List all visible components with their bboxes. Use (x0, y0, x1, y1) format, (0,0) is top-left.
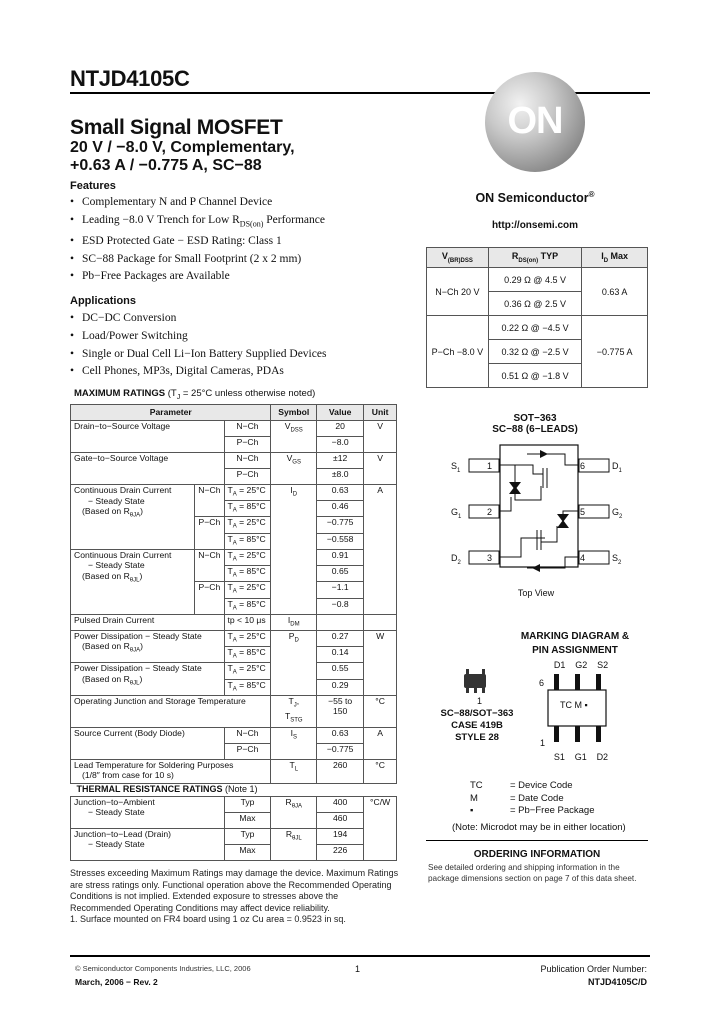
part-number: NTJD4105C (70, 66, 190, 91)
package-icon (460, 668, 492, 696)
bottom-pin-labels: S1 G1 D2 (553, 752, 609, 762)
table-row: P−Ch −0.775 (71, 743, 397, 759)
features-heading: Features (70, 180, 116, 192)
table-row: Junction−to−Ambient − Steady State Typ $R_{\theta JA}$ 400 °C/W (71, 796, 397, 812)
table-row: Continuous Drain Current − Steady State (Based on $R_{\theta JL}$) N−Ch $T_A = 25^\circ C$ 0.91 (71, 549, 397, 565)
pin-number: 5 (580, 507, 586, 517)
package-outline (500, 445, 578, 567)
table-row: 0.51 Ω @ −1.8 V (427, 364, 648, 388)
table-row: Junction−to−Lead (Drain) − Steady State Typ $R_{\theta JL}$ 194 (71, 828, 397, 844)
pin-number: 3 (487, 553, 493, 563)
list-item: • Complementary N and P Channel Device (70, 194, 325, 212)
revision-date: March, 2006 − Rev. 2 (75, 977, 158, 987)
table-row: $T_A = 85^\circ C$ −0.558 (71, 533, 397, 549)
table-row: Lead Temperature for Soldering Purposes (1/8″ from case for 10 s) $T_L$ 260 °C (71, 759, 397, 783)
ordering-heading: ORDERING INFORMATION (473, 849, 601, 860)
subtitle (70, 139, 295, 175)
list-item: • Load/Power Switching (70, 328, 326, 346)
max-ratings-heading: MAXIMUM RATINGS ($T_J = 25^\circ C$ unless otherwise noted) (74, 388, 316, 401)
mosfet-symbols (500, 454, 579, 568)
marking-title: MARKING DIAGRAM & PIN ASSIGNMENT (520, 631, 630, 656)
col-header-id: $I_D$ Max (582, 248, 648, 268)
applications-list (70, 310, 326, 381)
table-row: Gate−to−Source Voltage N−Ch $V_{GS}$ ±12 V (71, 453, 397, 469)
marking-legend: TC = Device Code M = Date Code ▪ = Pb−Free Package (470, 780, 595, 816)
list-item: • Pb−Free Packages are Available (70, 268, 325, 286)
subtitle-line-2: +0.63 A / −0.775 A, SC−88 (70, 157, 262, 174)
pin-number: 6 (580, 461, 586, 471)
ordering-text: See detailed ordering and shipping information in the package dimensions section on page 7 of this data sheet. (428, 863, 637, 883)
table-row: 0.32 Ω @ −2.5 V (427, 340, 648, 364)
pin1-side-label: 1 (540, 738, 546, 748)
max-ratings-table (70, 404, 397, 861)
list-item: • Leading −8.0 V Trench for Low $R_{DS(on)}$ Performance (70, 212, 325, 233)
pin-label-s2: $S_2$ (612, 553, 622, 566)
page-number: 1 (355, 964, 361, 974)
footnote: Stresses exceeding Maximum Ratings may damage the device. Maximum Ratings are stress ratings only. Functional operation above the Recommended Operating Conditions is not implied. Extended exposure to stresses above the Recommended Operating Conditions may affect device reliability. 1. Surface mounted on FR4 board using 1 oz Cu area = 0.9523 in sq. (70, 868, 399, 924)
brand-url[interactable]: http://onsemi.com (491, 220, 579, 231)
table-row: $T_A = 85^\circ C$ 0.29 (71, 679, 397, 695)
table-row: P−Ch $T_A = 25^\circ C$ −1.1 (71, 582, 397, 598)
package-name: SC−88/SOT−363 CASE 419B STYLE 28 (440, 708, 514, 743)
chip-marking: TC M ▪ (560, 700, 588, 710)
diode-icons (509, 450, 569, 572)
col-header-vbrdss: $V_{(BR)DSS}$ (427, 248, 489, 268)
table-row: Operating Junction and Storage Temperature $T_J$, $T_{STG}$ −55 to 150 °C (71, 695, 397, 727)
brand-name: ON Semiconductor® (475, 190, 595, 206)
table-row: Source Current (Body Diode) N−Ch $I_S$ 0.63 A (71, 727, 397, 743)
table-row: $T_A = 85^\circ C$ 0.46 (71, 501, 397, 517)
marking-note: (Note: Microdot may be in either location) (452, 822, 626, 833)
col-header-value: Value (317, 405, 364, 421)
spec-table (426, 247, 648, 388)
table-row: P−Ch ±8.0 (71, 469, 397, 485)
list-item: • SC−88 Package for Small Footprint (2 x 2 mm) (70, 251, 325, 269)
list-item: • ESD Protected Gate − ESD Rating: Class 1 (70, 233, 325, 251)
pin-label-s1: $S_1$ (451, 461, 461, 474)
table-row: P−Ch −8.0 (71, 437, 397, 453)
pin-label-g1: $G_1$ (451, 507, 462, 520)
pin-number: 4 (580, 553, 586, 563)
schematic-diagram (445, 442, 635, 577)
table-row: Power Dissipation − Steady State (Based on $R_{\theta JA}$) $T_A = 25^\circ C$ $P_D$ 0.27 W (71, 630, 397, 646)
table-row: $T_A = 85^\circ C$ −0.8 (71, 598, 397, 614)
list-item: • DC−DC Conversion (70, 310, 326, 328)
table-row: Pulsed Drain Current tp < 10 μs $I_{DM}$ (71, 614, 397, 630)
copyright: © Semiconductor Components Industries, LLC, 2006 (75, 964, 251, 973)
pin-label-d1: $D_1$ (612, 461, 622, 474)
top-view-caption: Top View (517, 588, 555, 598)
table-row: P−Ch −8.0 V 0.22 Ω @ −4.5 V −0.775 A (427, 316, 648, 340)
list-item: • Single or Dual Cell Li−Ion Battery Supplied Devices (70, 346, 326, 364)
footer-rule (70, 955, 650, 957)
top-pin-labels: D1 G2 S2 (553, 660, 609, 670)
table-row: $T_A = 85^\circ C$ 0.65 (71, 566, 397, 582)
col-header-unit: Unit (364, 405, 397, 421)
table-row: Continuous Drain Current − Steady State (Based on $R_{\theta JA}$) N−Ch $T_A = 25^\circ C$ $I_D$ 0.63 A (71, 485, 397, 501)
table-row: N−Ch 20 V 0.29 Ω @ 4.5 V 0.63 A (427, 268, 648, 292)
pin-number: 2 (487, 507, 493, 517)
features-list (70, 194, 325, 286)
ordering-rule (426, 840, 648, 841)
col-header-rdson: $R_{DS(on)}$ TYP (488, 248, 581, 268)
table-row: Power Dissipation − Steady State (Based on $R_{\theta JL}$) $T_A = 25^\circ C$ 0.55 (71, 663, 397, 679)
publication-label: Publication Order Number: (540, 964, 647, 974)
schematic-title: SOT−363 SC−88 (6−LEADS) (492, 413, 578, 435)
table-row: P−Ch $T_A = 25^\circ C$ −0.775 (71, 517, 397, 533)
pin-number: 1 (487, 461, 493, 471)
publication-number: NTJD4105C/D (587, 977, 647, 987)
table-row: 0.36 Ω @ 2.5 V (427, 292, 648, 316)
pin-label-g2: $G_2$ (612, 507, 623, 520)
list-item: • Cell Phones, MP3s, Digital Cameras, PDAs (70, 363, 326, 381)
package-pin1: 1 (477, 696, 483, 706)
pin-box (469, 551, 499, 564)
table-row: Drain−to−Source Voltage N−Ch $V_{DSS}$ 20 V (71, 421, 397, 437)
table-row: $T_A = 85^\circ C$ 0.14 (71, 647, 397, 663)
table-row: Max 460 (71, 812, 397, 828)
subtitle-line-1: 20 V / −8.0 V, Complementary, (70, 139, 295, 156)
pin-label-d2: $D_2$ (451, 553, 461, 566)
col-header-parameter: Parameter (71, 405, 271, 421)
pin6-label: 6 (539, 678, 545, 688)
pin-box (469, 459, 499, 472)
on-logo-icon: ON (485, 72, 585, 172)
table-row: Max 226 (71, 844, 397, 860)
table-row: THERMAL RESISTANCE RATINGS (Note 1) (71, 783, 397, 796)
applications-heading: Applications (70, 295, 137, 307)
col-header-symbol: Symbol (271, 405, 317, 421)
pin-box (469, 505, 499, 518)
page-title: Small Signal MOSFET (70, 116, 283, 139)
